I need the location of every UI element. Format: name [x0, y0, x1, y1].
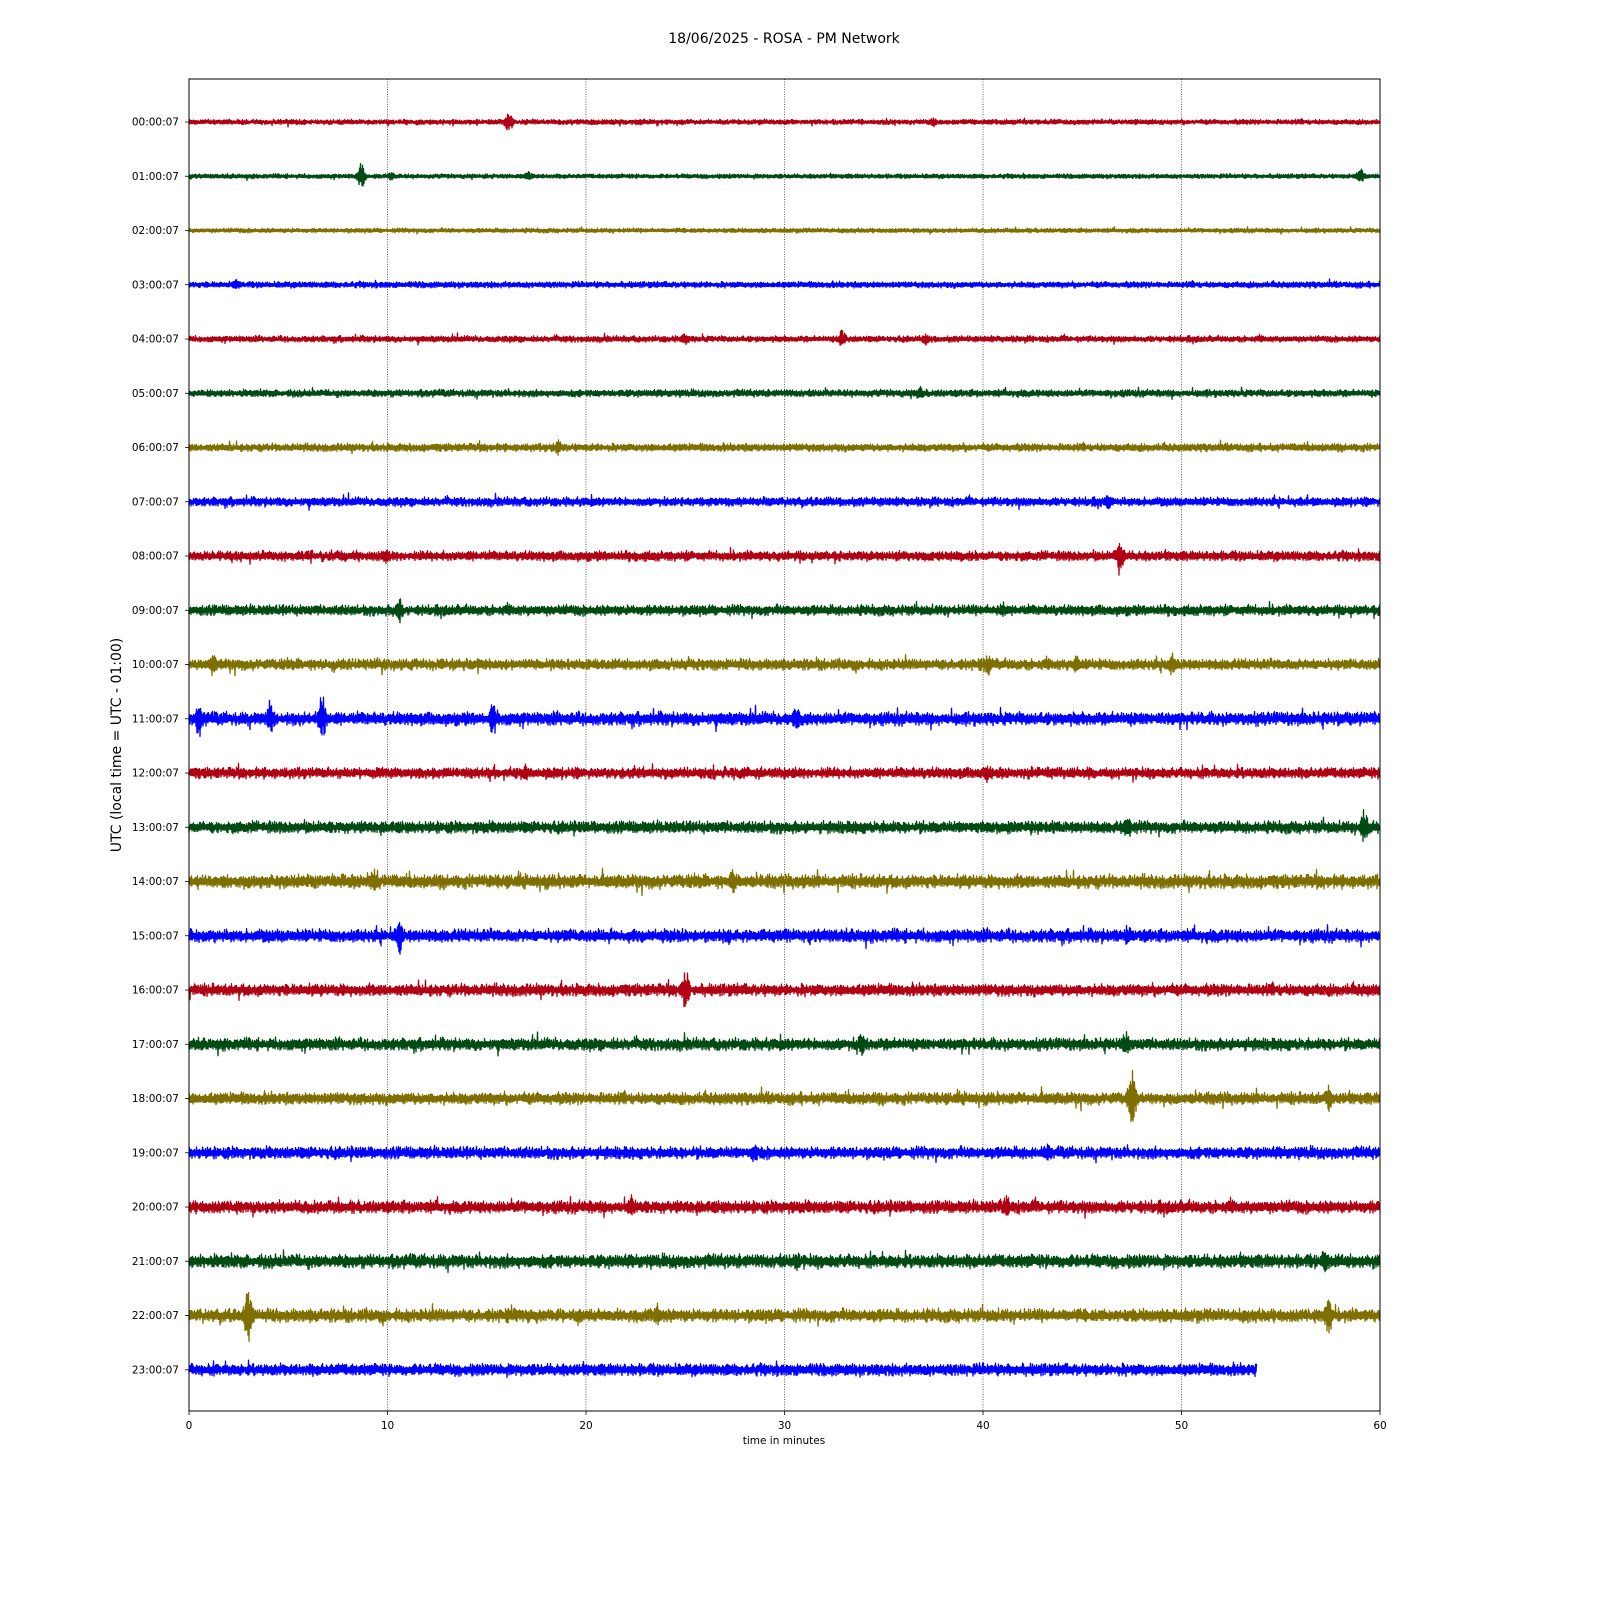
trace-110007: [189, 697, 1380, 736]
trace-020007: [189, 227, 1380, 234]
y-tick-label: 21:00:07: [131, 1255, 179, 1268]
x-tick-label: 30: [777, 1420, 792, 1432]
y-tick-label: 00:00:07: [131, 116, 179, 129]
trace-080007: [189, 544, 1380, 576]
y-tick-label: 11:00:07: [131, 713, 179, 726]
x-axis-ticks: [186, 1411, 1387, 1432]
y-axis-label: UTC (local time = UTC - 01:00): [109, 637, 125, 853]
y-tick-label: 19:00:07: [131, 1147, 179, 1160]
y-tick-label: 16:00:07: [131, 984, 179, 997]
y-tick-label: 04:00:07: [131, 333, 179, 346]
y-tick-label: 10:00:07: [131, 659, 179, 671]
x-axis-label: time in minutes: [742, 1435, 826, 1447]
trace-230007: [189, 1360, 1257, 1377]
y-tick-label: 17:00:07: [131, 1038, 179, 1051]
y-tick-label: 22:00:07: [131, 1310, 179, 1322]
y-tick-label: 01:00:07: [131, 170, 179, 183]
y-tick-label: 13:00:07: [131, 821, 179, 834]
trace-180007: [189, 1071, 1380, 1122]
y-tick-label: 08:00:07: [131, 550, 179, 563]
y-tick-label: 09:00:07: [131, 604, 179, 617]
x-tick-label: 60: [1373, 1420, 1387, 1432]
y-tick-label: 23:00:07: [131, 1364, 179, 1377]
y-tick-label: 20:00:07: [131, 1201, 179, 1214]
y-tick-label: 05:00:07: [131, 387, 179, 400]
y-axis-ticks: [132, 117, 189, 1377]
x-tick-label: 40: [976, 1420, 990, 1432]
x-tick-label: 20: [579, 1420, 593, 1432]
trace-040007: [189, 330, 1380, 345]
y-tick-label: 06:00:07: [131, 442, 179, 454]
y-tick-label: 14:00:07: [131, 876, 179, 888]
chart-title: 18/06/2025 - ROSA - PM Network: [668, 31, 900, 47]
seismic-traces: [189, 114, 1380, 1377]
y-tick-label: 03:00:07: [131, 279, 179, 292]
trace-070007: [189, 493, 1380, 510]
trace-160007: [189, 973, 1380, 1007]
y-tick-label: 15:00:07: [131, 930, 179, 943]
y-tick-label: 18:00:07: [131, 1093, 179, 1105]
y-tick-label: 12:00:07: [131, 767, 179, 780]
x-tick-label: 0: [185, 1420, 193, 1432]
y-tick-label: 07:00:07: [131, 496, 179, 509]
trace-030007: [189, 279, 1380, 289]
x-tick-label: 50: [1174, 1420, 1189, 1432]
y-tick-label: 02:00:07: [131, 225, 179, 237]
x-tick-label: 10: [380, 1420, 395, 1432]
